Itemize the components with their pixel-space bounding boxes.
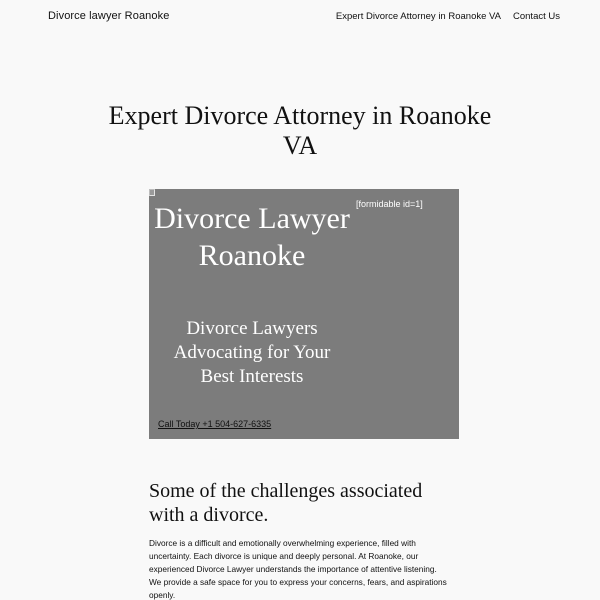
- form-shortcode-text: [formidable id=1]: [356, 199, 423, 209]
- section-body-text: Divorce is a difficult and emotionally overwhelming experience, filled with uncertainty. Each divorce is unique and deeply personal. At Roanoke, our experienced Divorce Lawyer understands the importance of attentive listening. We provide a safe space for you to express your concerns, fears, and aspirations openly.: [149, 538, 447, 600]
- hero-cover: [149, 189, 459, 439]
- page-title: Expert Divorce Attorney in Roanoke VA: [108, 101, 492, 160]
- hero-subheading: Divorce Lawyers Advocating for Your Best Interests: [173, 318, 331, 387]
- site-title-link[interactable]: Divorce lawyer Roanoke: [48, 10, 170, 22]
- broken-image-icon: [149, 189, 155, 196]
- call-today-link[interactable]: Call Today +1 504-627-6335: [158, 419, 272, 429]
- section-heading: Some of the challenges associated with a divorce.: [149, 480, 423, 526]
- nav-item-contact-us[interactable]: Contact Us: [513, 11, 560, 22]
- nav-item-expert-divorce-attorney[interactable]: Expert Divorce Attorney in Roanoke VA: [335, 11, 501, 22]
- site-header: [0, 0, 600, 36]
- primary-nav: [336, 11, 560, 22]
- hero-heading: Divorce Lawyer Roanoke: [154, 202, 350, 272]
